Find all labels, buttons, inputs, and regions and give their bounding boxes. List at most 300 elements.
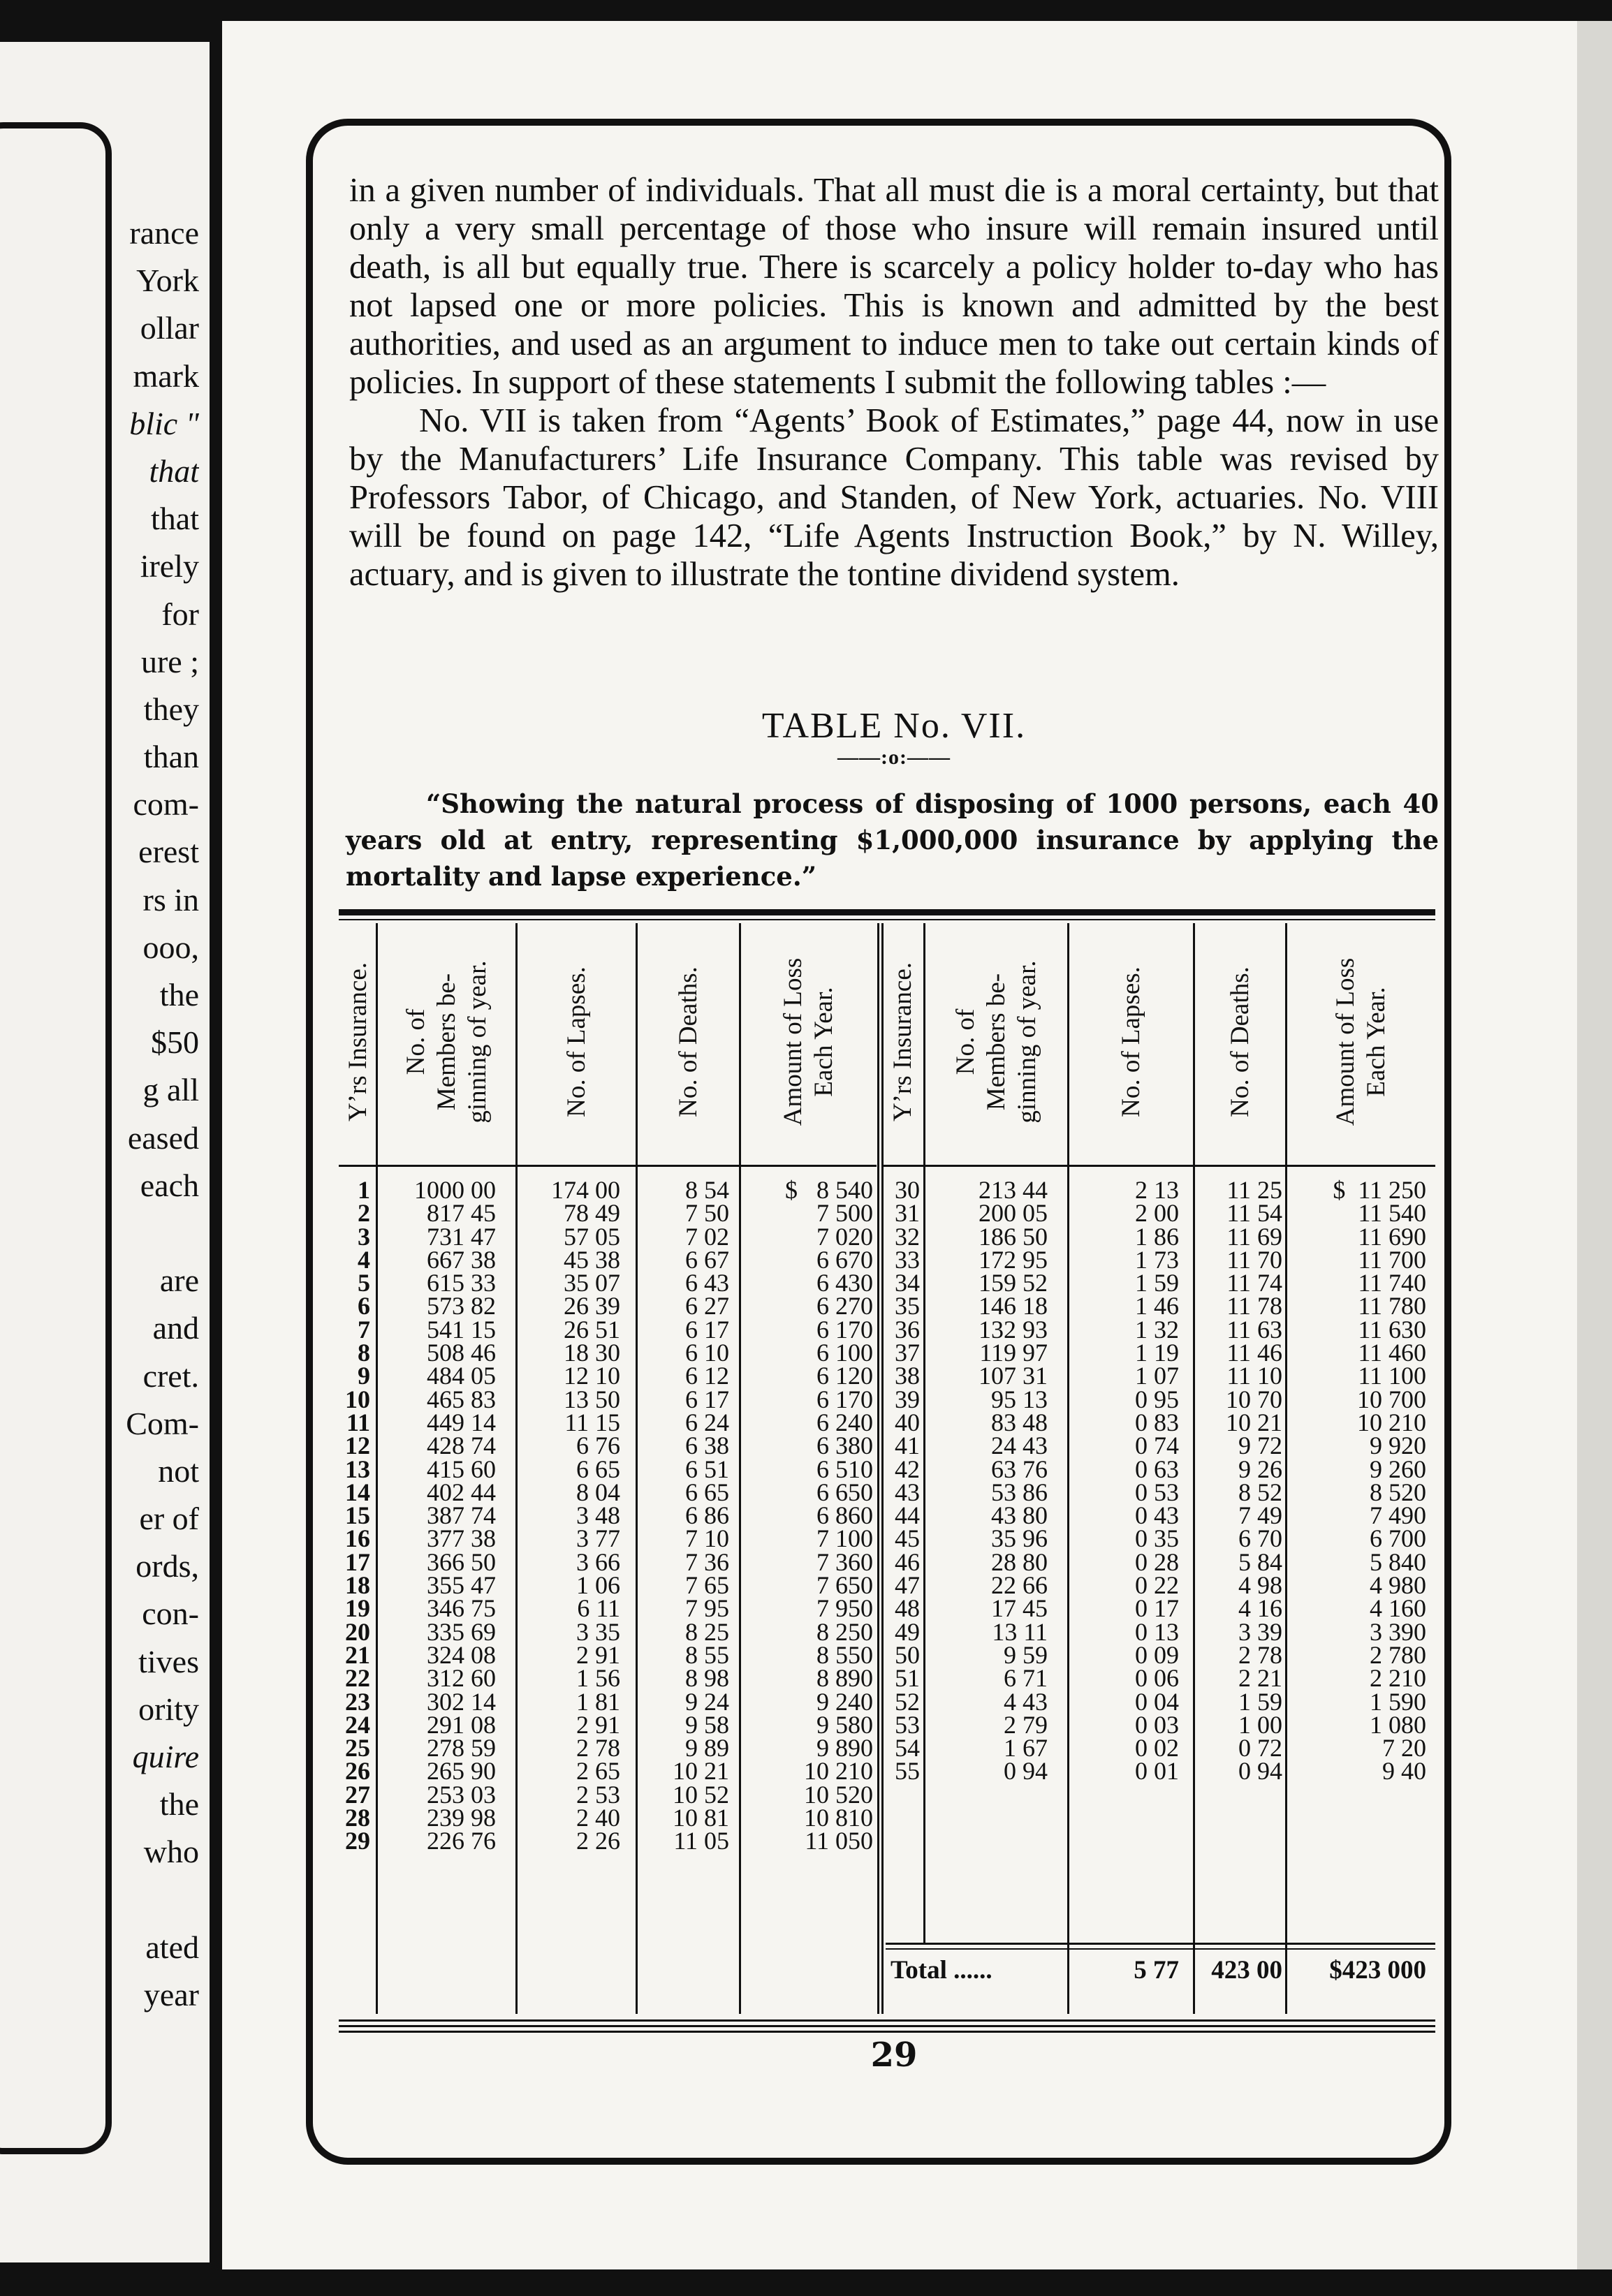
column-loss-right [1287, 1176, 1426, 1786]
table-cell: 0 28 [1135, 1547, 1179, 1576]
table-cell: 7 490 [1370, 1501, 1426, 1530]
table-cell: 1 19 [1135, 1339, 1179, 1367]
table-cell: 7 360 [816, 1547, 873, 1576]
left-page-line: the [159, 1786, 199, 1823]
table-cell: 42 [895, 1455, 920, 1483]
table-cell: 355 47 [427, 1571, 496, 1600]
header-members-line3: ginning of year. [463, 960, 492, 1124]
table-cell: 3 48 [576, 1501, 620, 1530]
table-cell: 449 14 [427, 1408, 496, 1436]
body-text [349, 171, 1439, 594]
table-cell: 324 08 [427, 1640, 496, 1669]
header-years-label: Y’rs Insurance. [888, 962, 917, 1122]
table-cell: 6 17 [685, 1385, 729, 1413]
table-cell: 0 43 [1135, 1501, 1179, 1530]
table-cell: 13 50 [564, 1385, 620, 1413]
table-cell: 465 83 [427, 1385, 496, 1413]
table-cell: 9 26 [1238, 1455, 1282, 1483]
table-cell: 200 05 [979, 1199, 1048, 1228]
left-page-line: who [143, 1834, 199, 1870]
table-cell: 24 43 [991, 1432, 1048, 1460]
table-cell: 484 05 [427, 1362, 496, 1390]
table-cell: 2 79 [1004, 1710, 1048, 1739]
table-cell: 6 170 [816, 1315, 873, 1344]
table-cell: 33 [895, 1245, 920, 1274]
table-cell: 172 95 [979, 1245, 1048, 1274]
table-cell: 107 31 [979, 1362, 1048, 1390]
table-cell: 6 11 [577, 1594, 620, 1623]
table-cell: 2 78 [1238, 1640, 1282, 1669]
left-page-line: rs in [142, 881, 199, 918]
header-loss-line1: Amount of Loss [1331, 957, 1360, 1126]
table-cell: 11 63 [1226, 1315, 1282, 1344]
left-page-line [0, 1876, 199, 1924]
table-cell: 508 46 [427, 1339, 496, 1367]
table-cell: 402 44 [427, 1478, 496, 1506]
paragraph-2: No. VII is taken from “Agents’ Book of Estimates,” page 44, now in use by the Manufacturers’ Life Insurance Company. This table was revised by Professors Tabor, of Chicago, and Standen, of New York, actuaries. No. VIII will be found on page 142, “Life Agents Instruction Book,” by N. Willey, actuary, and is given to illustrate the tontine dividend system. [349, 402, 1439, 593]
table-cell: 335 69 [427, 1617, 496, 1646]
left-page-line: ords, [135, 1548, 199, 1584]
header-members-right [925, 923, 1069, 1161]
table-cell: 11 46 [1226, 1339, 1282, 1367]
table-cell: 6 10 [685, 1339, 729, 1367]
left-page-line: for [161, 596, 199, 632]
header-deaths-label: No. of Deaths. [1226, 966, 1254, 1117]
header-years-right [881, 923, 925, 1161]
table-cell: 667 38 [427, 1245, 496, 1274]
column-members-right [925, 1176, 1048, 1786]
table-cell: $ 8 540 [785, 1176, 873, 1204]
table-cell: 1 81 [576, 1687, 620, 1716]
page-edge [1577, 21, 1612, 2269]
table-cell: 2 210 [1370, 1664, 1426, 1693]
table-cell: 0 06 [1135, 1664, 1179, 1693]
table-bottom-rule [339, 2025, 1435, 2027]
table-cell: 11 460 [1358, 1339, 1426, 1367]
table-cell: 2 91 [576, 1640, 620, 1669]
table-cell: 43 80 [991, 1501, 1048, 1530]
table-cell: 95 13 [991, 1385, 1048, 1413]
table-cell: 2 91 [576, 1710, 620, 1739]
table-cell: 0 02 [1135, 1734, 1179, 1763]
table-cell: 0 94 [1004, 1757, 1048, 1786]
table-cell: 3 [358, 1222, 370, 1251]
table-cell: 48 [895, 1594, 920, 1623]
table-cell: 6 51 [685, 1455, 729, 1483]
header-members-label [951, 960, 1043, 1123]
table-cell: 8 04 [576, 1478, 620, 1506]
table-cell: 6 86 [685, 1501, 729, 1530]
table-cell: 7 50 [685, 1199, 729, 1228]
ornament-divider: ——:o:—— [837, 746, 951, 769]
table-cell: 6 24 [685, 1408, 729, 1436]
table-cell: 6 860 [816, 1501, 873, 1530]
table-cell: 8 55 [685, 1640, 729, 1669]
table-cell: 1 73 [1135, 1245, 1179, 1274]
table-cell: 0 22 [1135, 1571, 1179, 1600]
left-page-line: the [159, 977, 199, 1013]
table-cell: 7 100 [816, 1524, 873, 1553]
table-cell: 8 890 [816, 1664, 873, 1693]
table-cell: 8 98 [685, 1664, 729, 1693]
table-cell: 53 [895, 1710, 920, 1739]
header-loss-line2: Each Year. [809, 987, 838, 1097]
table-cell: 16 [345, 1524, 370, 1553]
table-top-rule [339, 909, 1435, 915]
table-cell: 28 80 [991, 1547, 1048, 1576]
table-cell: 346 75 [427, 1594, 496, 1623]
table-cell: 7 10 [685, 1524, 729, 1553]
header-loss-line2: Each Year. [1361, 987, 1391, 1097]
table-cell: 1 32 [1135, 1315, 1179, 1344]
table-cell: 6 43 [685, 1269, 729, 1297]
table-cell: 0 09 [1135, 1640, 1179, 1669]
table-cell: 1 67 [1004, 1734, 1048, 1763]
table-cell: 9 240 [816, 1687, 873, 1716]
table-cell: 1 07 [1135, 1362, 1179, 1390]
table-cell: 6 27 [685, 1292, 729, 1320]
column-deaths-right [1194, 1176, 1282, 1786]
table-cell: 1000 00 [414, 1176, 496, 1204]
table-cell: 6 270 [816, 1292, 873, 1320]
table-cell: 9 260 [1370, 1455, 1426, 1483]
table-cell: 26 51 [564, 1315, 620, 1344]
paragraph-1: in a given number of individuals. That all must die is a moral certainty, but that only a very small percentage of those who insure will remain insured until death, is all but equally true. There is scarcely a policy holder to-day who has not lapsed one or more policies. This is known and admitted by the best authorities, and used as an argument to induce men to take out certain kinds of policies. In support of these statements I submit the following tables :— [349, 172, 1439, 401]
table-cell: 11 630 [1358, 1315, 1426, 1344]
table-cell: 8 250 [816, 1617, 873, 1646]
table-cell: 9 59 [1004, 1640, 1048, 1669]
table-cell: 32 [895, 1222, 920, 1251]
left-page [0, 42, 210, 2262]
table-cell: 12 10 [564, 1362, 620, 1390]
table-cell: 4 43 [1004, 1687, 1048, 1716]
table-cell: 9 24 [685, 1687, 729, 1716]
table-cell: 10 210 [804, 1757, 873, 1786]
table-cell: 10 21 [1226, 1408, 1282, 1436]
table-cell: 27 [345, 1780, 370, 1809]
table-cell: 6 670 [816, 1245, 873, 1274]
table-cell: 35 96 [991, 1524, 1048, 1553]
column-lapses-left [517, 1176, 620, 1855]
table-cell: 49 [895, 1617, 920, 1646]
table-cell: 3 66 [576, 1547, 620, 1576]
table-cell: 1 [358, 1176, 370, 1204]
table-cell: 10 70 [1226, 1385, 1282, 1413]
table-top-rule-thin [339, 919, 1435, 920]
table-cell: 5 84 [1238, 1547, 1282, 1576]
left-page-line: that [151, 501, 199, 537]
table-cell: 2 21 [1238, 1664, 1282, 1693]
column-divider [877, 923, 879, 2014]
table-cell: 8 54 [685, 1176, 729, 1204]
table-cell: 2 53 [576, 1780, 620, 1809]
table-cell: 6 430 [816, 1269, 873, 1297]
left-page-line: than [143, 739, 199, 775]
table-cell: 0 95 [1135, 1385, 1179, 1413]
table-cell: 817 45 [427, 1199, 496, 1228]
left-page-line: $50 [151, 1024, 199, 1061]
table-cell: 17 [345, 1547, 370, 1576]
table-cell: 18 30 [564, 1339, 620, 1367]
table-cell: 0 83 [1135, 1408, 1179, 1436]
header-members-line3: ginning of year. [1013, 960, 1041, 1124]
table-cell: 573 82 [427, 1292, 496, 1320]
column-loss-left [740, 1176, 873, 1855]
table-cell: 6 650 [816, 1478, 873, 1506]
table-cell: 35 07 [564, 1269, 620, 1297]
table-cell: 8 52 [1238, 1478, 1282, 1506]
left-page-line: each [140, 1167, 199, 1203]
left-page-line: year [143, 1976, 199, 2012]
table-cell: 5 [358, 1269, 370, 1297]
table-cell: 3 35 [576, 1617, 620, 1646]
table-cell: 3 39 [1238, 1617, 1282, 1646]
total-label: Total ...... [891, 1956, 992, 1985]
left-page-line: ollar [140, 310, 199, 346]
table-cell: 13 [345, 1455, 370, 1483]
table-cell: 7 650 [816, 1571, 873, 1600]
table-cell: 10 210 [1357, 1408, 1426, 1436]
table-cell: 4 98 [1238, 1571, 1282, 1600]
left-page-line: cret. [142, 1357, 199, 1394]
table-cell: 7 02 [685, 1222, 729, 1251]
table-cell: 6 76 [576, 1432, 620, 1460]
table-cell: 213 44 [979, 1176, 1048, 1204]
table-cell: 2 13 [1135, 1176, 1179, 1204]
table-cell: 50 [895, 1640, 920, 1669]
header-lapses-label: No. of Lapses. [1117, 966, 1145, 1117]
table-cell: 11 540 [1358, 1199, 1426, 1228]
table-cell: 10 [345, 1385, 370, 1413]
header-deaths-right [1194, 923, 1287, 1161]
table-cell: 541 15 [427, 1315, 496, 1344]
left-page-line: eased [127, 1119, 199, 1156]
table-cell: 11 15 [564, 1408, 620, 1436]
table-cell: 26 [345, 1757, 370, 1786]
table-cell: 9 72 [1238, 1432, 1282, 1460]
table-cell: 6 65 [685, 1478, 729, 1506]
left-page-line: York [136, 263, 199, 299]
table-cell: 7 65 [685, 1571, 729, 1600]
header-members-left [377, 923, 517, 1161]
left-page-line: are [159, 1263, 199, 1299]
table-cell: 52 [895, 1687, 920, 1716]
table-title: TABLE No. VII. [761, 706, 1027, 746]
table-cell: 8 25 [685, 1617, 729, 1646]
left-page-line: quire [132, 1739, 199, 1774]
table-cell: 312 60 [427, 1664, 496, 1693]
table-cell: 1 59 [1135, 1269, 1179, 1297]
header-lapses-right [1069, 923, 1194, 1161]
table-cell: 1 59 [1238, 1687, 1282, 1716]
table-cell: 10 810 [804, 1804, 873, 1832]
table-cell: 11 05 [673, 1827, 729, 1855]
table-bottom-rule [339, 2019, 1435, 2022]
table-cell: 41 [895, 1432, 920, 1460]
table-cell: 6 170 [816, 1385, 873, 1413]
left-page-line [0, 1209, 199, 1257]
table-cell: 1 590 [1370, 1687, 1426, 1716]
table-cell: 15 [345, 1501, 370, 1530]
left-page-line: ure ; [140, 643, 199, 679]
table-cell: 2 78 [576, 1734, 620, 1763]
table-cell: 0 35 [1135, 1524, 1179, 1553]
table-cell: 51 [895, 1664, 920, 1693]
table-cell: 0 63 [1135, 1455, 1179, 1483]
header-members-line2: Members be- [432, 973, 461, 1111]
table-cell: 20 [345, 1617, 370, 1646]
header-lapses-label: No. of Lapses. [562, 966, 591, 1117]
table-cell: 3 77 [576, 1524, 620, 1553]
table-cell: 132 93 [979, 1315, 1048, 1344]
header-rule-right [881, 1165, 1435, 1167]
table-cell: 6 [358, 1292, 370, 1320]
table-cell: 0 94 [1238, 1757, 1282, 1786]
table-cell: 0 01 [1135, 1757, 1179, 1786]
left-page-line: tives [138, 1643, 199, 1679]
table-cell: 146 18 [979, 1292, 1048, 1320]
table-cell: 9 920 [1370, 1432, 1426, 1460]
table-cell: 265 90 [427, 1757, 496, 1786]
table-cell: 366 50 [427, 1547, 496, 1576]
table-cell: 8 520 [1370, 1478, 1426, 1506]
table-cell: 4 980 [1370, 1571, 1426, 1600]
left-page-line: rance [129, 215, 199, 251]
left-page-line: they [143, 691, 199, 727]
header-deaths-label: No. of Deaths. [674, 966, 703, 1117]
table-cell: 9 58 [685, 1710, 729, 1739]
table-cell: 7 36 [685, 1547, 729, 1576]
header-members-line1: No. of [402, 1008, 430, 1075]
left-page-line: com- [133, 786, 199, 823]
header-years-label: Y’rs Insurance. [343, 962, 372, 1122]
left-page-line: ated [145, 1929, 199, 1965]
table-cell: 17 45 [991, 1594, 1048, 1623]
table-cell: 6 70 [1238, 1524, 1282, 1553]
table-cell: 36 [895, 1315, 920, 1344]
table-cell: 22 66 [991, 1571, 1048, 1600]
header-members-line1: No. of [951, 1008, 980, 1075]
table-cell: 4 [358, 1245, 370, 1274]
table-cell: 10 52 [673, 1780, 729, 1809]
table-cell: 53 86 [991, 1478, 1048, 1506]
table-cell: 7 500 [816, 1199, 873, 1228]
table-cell: 22 [345, 1664, 370, 1693]
table-cell: 186 50 [979, 1222, 1048, 1251]
table-cell: 46 [895, 1547, 920, 1576]
table-cell: 11 690 [1358, 1222, 1426, 1251]
table-cell: 1 86 [1135, 1222, 1179, 1251]
table-cell: 278 59 [427, 1734, 496, 1763]
table-cell: 5 840 [1370, 1547, 1426, 1576]
table-cell: 731 47 [427, 1222, 496, 1251]
table-bottom-rule [339, 2031, 1435, 2033]
table-cell: 14 [345, 1478, 370, 1506]
total-loss: $423 000 [1329, 1956, 1426, 1985]
column-lapses-right [1069, 1176, 1179, 1786]
table-cell: 1 06 [576, 1571, 620, 1600]
table-cell: 39 [895, 1385, 920, 1413]
header-lapses-left [517, 923, 637, 1161]
table-cell: 9 890 [816, 1734, 873, 1763]
table-cell: 6 17 [685, 1315, 729, 1344]
table-cell: 6 12 [685, 1362, 729, 1390]
table-cell: 11 69 [1226, 1222, 1282, 1251]
left-page-line: ooo, [142, 929, 199, 965]
table-cell: 11 700 [1358, 1245, 1426, 1274]
table-cell: 31 [895, 1199, 920, 1228]
table-cell: 0 03 [1135, 1710, 1179, 1739]
total-rule-thin [886, 1948, 1435, 1950]
header-members-line2: Members be- [982, 973, 1011, 1111]
table-cell: 11 100 [1358, 1362, 1426, 1390]
table-cell: 174 00 [551, 1176, 620, 1204]
left-page-line: con- [142, 1596, 199, 1632]
left-page-text [0, 209, 199, 2019]
caption-text: “Showing the natural process of disposing of 1000 persons, each 40 years old at entry, representing $1,000,000 insurance by applying the mortality and lapse experience.” [346, 788, 1439, 892]
table-cell: 30 [895, 1176, 920, 1204]
header-loss-label [1331, 958, 1392, 1126]
table-cell: 2 00 [1135, 1199, 1179, 1228]
table-cell: 47 [895, 1571, 920, 1600]
table-cell: 9 89 [685, 1734, 729, 1763]
table-cell: 377 38 [427, 1524, 496, 1553]
table-cell: 9 580 [816, 1710, 873, 1739]
total-deaths: 423 00 [1211, 1956, 1282, 1985]
table-cell: 2 [358, 1199, 370, 1228]
table-cell: 63 76 [991, 1455, 1048, 1483]
table-cell: 11 10 [1226, 1362, 1282, 1390]
column-years-right [881, 1176, 920, 1786]
left-page-line: er of [139, 1501, 199, 1537]
table-cell: 7 49 [1238, 1501, 1282, 1530]
table-cell: 6 65 [576, 1455, 620, 1483]
left-page-line: g all [142, 1072, 199, 1108]
left-page-line: ority [138, 1691, 199, 1727]
table-cell: 0 74 [1135, 1432, 1179, 1460]
table-cell: 1 080 [1370, 1710, 1426, 1739]
table-cell: 6 240 [816, 1408, 873, 1436]
table-cell: 9 40 [1382, 1757, 1426, 1786]
table-cell: 7 95 [685, 1594, 729, 1623]
table-cell: 11 050 [805, 1827, 873, 1855]
column-deaths-left [637, 1176, 729, 1855]
table-cell: 6 71 [1004, 1664, 1048, 1693]
total-rule [886, 1943, 1435, 1945]
table-cell: 12 [345, 1432, 370, 1460]
table-cell: 387 74 [427, 1501, 496, 1530]
table-cell: 8 550 [816, 1640, 873, 1669]
table-cell: 78 49 [564, 1199, 620, 1228]
table-cell: 11 74 [1226, 1269, 1282, 1297]
table-cell: 6 510 [816, 1455, 873, 1483]
table-cell: 10 520 [804, 1780, 873, 1809]
table-cell: 13 11 [992, 1617, 1048, 1646]
table-cell: 29 [345, 1827, 370, 1855]
table-cell: 45 [895, 1524, 920, 1553]
table-cell: 11 25 [1226, 1176, 1282, 1204]
left-page-line: blic " [129, 405, 199, 441]
table-cell: 34 [895, 1269, 920, 1297]
table-cell: 415 60 [427, 1455, 496, 1483]
table-cell: 2 26 [576, 1827, 620, 1855]
left-page-line: and [152, 1310, 199, 1346]
column-members-left [377, 1176, 496, 1855]
table-cell: 615 33 [427, 1269, 496, 1297]
table-cell: 11 78 [1226, 1292, 1282, 1320]
table-cell: 18 [345, 1571, 370, 1600]
left-page-line: not [158, 1452, 199, 1489]
